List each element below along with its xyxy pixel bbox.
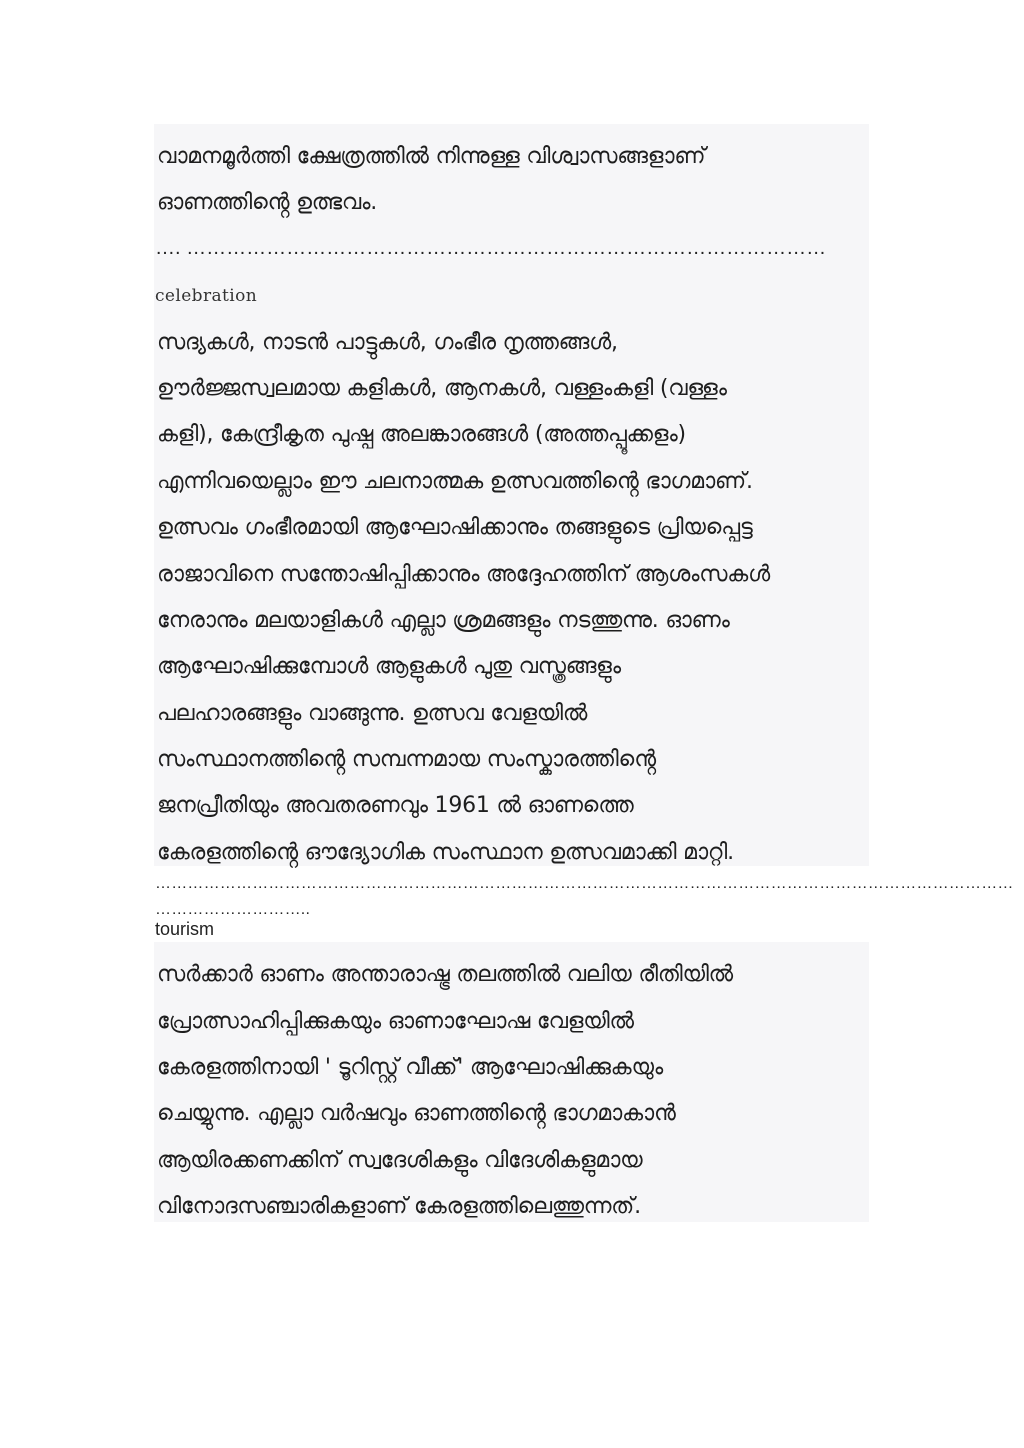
paragraph-line: ഓണത്തിൻ്റെ ഉത്ഭവം. [157, 190, 378, 215]
dotted-separator: ……………………….. [155, 901, 311, 918]
paragraph-line: വാമനമൂർത്തി ക്ഷേത്രത്തിൽ നിന്നുള്ള വിശ്വാസങ്ങളാണ് [157, 144, 706, 169]
paragraph-line: കളി), കേന്ദ്രീകൃത പുഷ്പ അലങ്കാരങ്ങൾ (അത്തപ്പൂക്കളം) [157, 422, 686, 447]
paragraph-line: സദ്യകൾ, നാടൻ പാട്ടുകൾ, ഗംഭീര നൃത്തങ്ങൾ, [157, 330, 618, 355]
section-heading-celebration: celebration [155, 286, 258, 306]
paragraph-line: ജനപ്രീതിയും അവതരണവും 1961 ൽ ഓണത്തെ [157, 793, 634, 818]
paragraph-line: ആഘോഷിക്കുമ്പോൾ ആളുകൾ പുതു വസ്ത്രങ്ങളും [157, 654, 621, 679]
paragraph-line: രാജാവിനെ സന്തോഷിപ്പിക്കാനും അദ്ദേഹത്തിന് ആശംസകൾ [157, 562, 770, 587]
dotted-separator: …………………………………………………………………………………………………………………………………………… [155, 875, 1014, 892]
paragraph-line: ചെയ്യുന്നു. എല്ലാ വർഷവും ഓണത്തിൻ്റെ ഭാഗമാകാൻ [157, 1101, 676, 1126]
paragraph-line: നേരാനും മലയാളികൾ എല്ലാ ശ്രമങ്ങളും നടത്തുന്നു. ഓണം [157, 608, 730, 633]
dotted-separator: …. …………………………………………………………………………………… [155, 237, 827, 259]
paragraph-line: ആയിരക്കണക്കിന് സ്വദേശികളും വിദേശികളുമായ [157, 1148, 643, 1173]
paragraph-line: സർക്കാർ ഓണം അന്താരാഷ്ട്ര തലത്തിൽ വലിയ രീതിയിൽ [157, 962, 733, 987]
paragraph-line: പ്രോത്സാഹിപ്പിക്കുകയും ഓണാഘോഷ വേളയിൽ [157, 1009, 634, 1034]
paragraph-line: കേരളത്തിൻ്റെ ഔദ്യോഗിക സംസ്ഥാന ഉത്സവമാക്കി മാറ്റി. [157, 840, 734, 865]
paragraph-line: എന്നിവയെല്ലാം ഈ ചലനാത്മക ഉത്സവത്തിൻ്റെ ഭാഗമാണ്. [157, 469, 753, 494]
paragraph-line: വിനോദസഞ്ചാരികളാണ് കേരളത്തിലെത്തുന്നത്. [157, 1194, 641, 1219]
paragraph-line: സംസ്ഥാനത്തിൻ്റെ സമ്പന്നമായ സംസ്കാരത്തിൻ്റെ [157, 747, 656, 772]
paragraph-line: പലഹാരങ്ങളും വാങ്ങുന്നു. ഉത്സവ വേളയിൽ [157, 701, 588, 726]
section-heading-tourism: tourism [155, 919, 215, 939]
paragraph-line: ഉത്സവം ഗംഭീരമായി ആഘോഷിക്കാനും തങ്ങളുടെ പ്രിയപ്പെട്ട [157, 515, 753, 540]
paragraph-line: കേരളത്തിനായി ' ടൂറിസ്റ്റ് വീക്ക്' ആഘോഷിക്കുകയും [157, 1055, 663, 1080]
paragraph-line: ഊർജ്ജസ്വലമായ കളികൾ, ആനകൾ, വള്ളംകളി (വള്ളം [157, 376, 727, 401]
